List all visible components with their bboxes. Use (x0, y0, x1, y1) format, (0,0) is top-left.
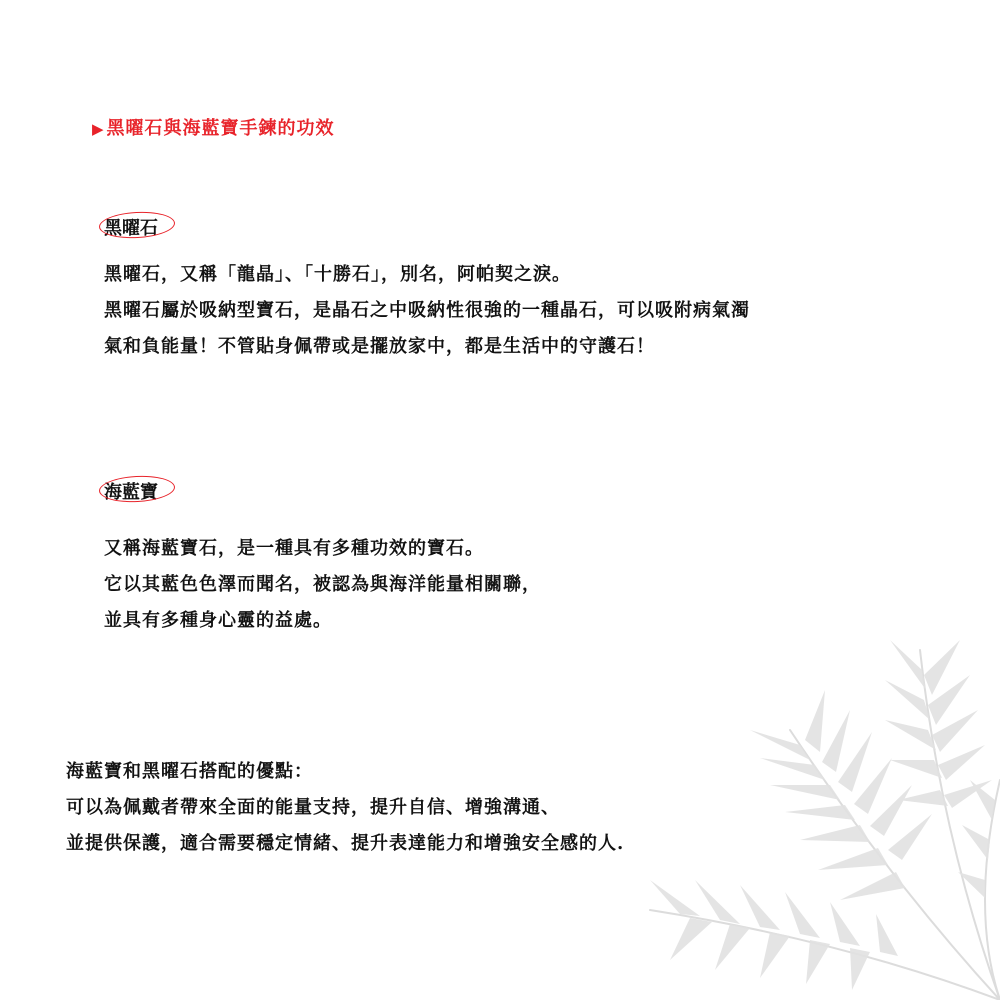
summary-line: 海藍寶和黑曜石搭配的優點： (66, 761, 313, 782)
obsidian-description (104, 257, 750, 365)
aquamarine-line: 又稱海藍寶石，是一種具有多種功效的寶石。 (104, 538, 484, 559)
section-heading (92, 114, 335, 140)
aquamarine-line: 並具有多種身心靈的益處。 (104, 610, 332, 631)
circle-highlight (98, 474, 175, 504)
aquamarine-description (104, 531, 541, 639)
section-heading-text: 黑曜石與海藍寶手鍊的功效 (106, 118, 335, 139)
aquamarine-title (104, 478, 158, 504)
pairing-summary (66, 754, 624, 862)
palm-leaf-icon (640, 580, 1000, 1000)
aquamarine-title-text: 海藍寶 (104, 482, 158, 503)
obsidian-title-text: 黑曜石 (104, 218, 158, 239)
aquamarine-line: 它以其藍色色澤而聞名，被認為與海洋能量相關聯， (104, 574, 541, 595)
obsidian-line: 黑曜石屬於吸納型寶石，是晶石之中吸納性很強的一種晶石，可以吸附病氣濁 (104, 300, 750, 321)
circle-highlight (98, 210, 175, 240)
triangle-right-icon: ▶ (92, 120, 105, 138)
obsidian-line: 氣和負能量！不管貼身佩帶或是擺放家中，都是生活中的守護石！ (104, 336, 655, 357)
obsidian-line: 黑曜石，又稱「龍晶」、「十勝石」，別名，阿帕契之淚。 (104, 264, 571, 285)
summary-line: 可以為佩戴者帶來全面的能量支持，提升自信、增強溝通、 (66, 797, 560, 818)
obsidian-title (104, 214, 158, 240)
summary-line: 並提供保護，適合需要穩定情緒、提升表達能力和增強安全感的人. (66, 833, 625, 854)
